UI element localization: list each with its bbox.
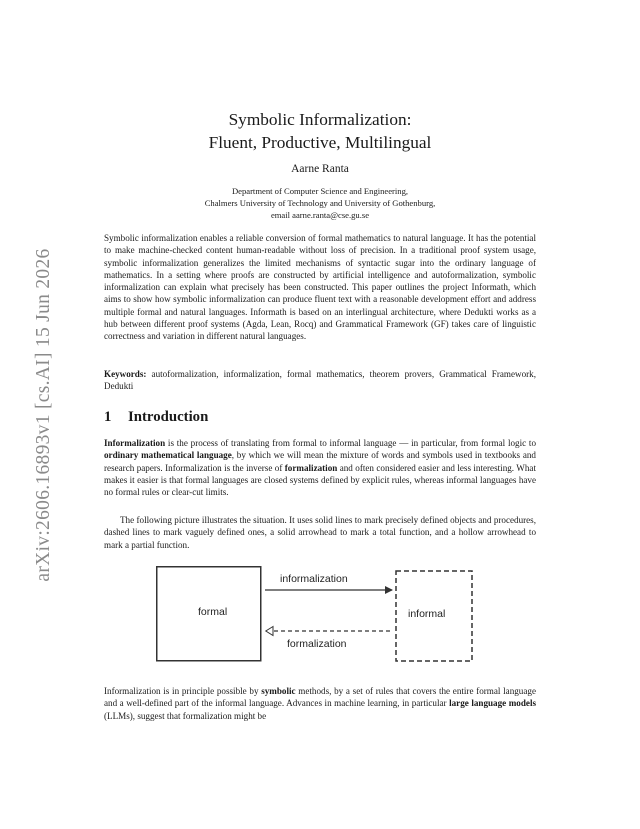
paragraph-3 <box>104 685 536 722</box>
abstract: Symbolic informalization enables a reliable conversion of formal mathematics to natural language. It has the potential to make machine-checked content human-readable without loss of precision. In a traditional proof system usage, symbolic informalization generalizes the limited mechanisms of syntactic sugar into the ordinary language of mathematics. In a setting where proofs are constructed by artificial intelligence and autoformalization, symbolic informalization can explain what precisely has been constructed. This paper outlines the project Informath, which aims to show how symbolic informalization can produce fluent text with a reasonable development effort and address multiple formal and natural languages. Informath is based on an interlingual architecture, where Dedukti works as a hub between different proof systems (Agda, Lean, Rocq) and Grammatical Framework (GF) takes care of linguistic correctness and variation in different natural languages. <box>104 233 536 342</box>
informalization-diagram <box>156 566 479 666</box>
title-line-2: Fluent, Productive, Multilingual <box>208 133 432 152</box>
paragraph-1 <box>104 437 536 498</box>
affiliation-email: email aarne.ranta@cse.gu.se <box>270 209 370 220</box>
p3-text-c: (LLMs), suggest that formalization might be <box>104 710 267 721</box>
p3-text-b: methods, by a set of rules that covers the entire formal language and a well-defined part of the informal language. Advances in machine learning, in particular <box>104 686 536 709</box>
section-heading <box>104 409 536 426</box>
keywords-label: Keywords: <box>104 369 147 379</box>
term-symbolic: symbolic <box>261 686 296 696</box>
affiliation-department: Department of Computer Science and Engineering, <box>231 186 409 196</box>
keywords <box>104 368 536 393</box>
p3-text-a: Informalization is in principle possible by <box>104 686 262 696</box>
term-formalization: formalization <box>284 462 338 473</box>
affiliation-university: Chalmers University of Technology and University of Gothenburg, <box>204 197 436 208</box>
informalization-label: informalization <box>280 573 348 585</box>
term-informalization: Informalization <box>104 438 166 448</box>
paragraph-2: The following picture illustrates the situation. It uses solid lines to mark precisely defined objects and procedures, dashed lines to mark vaguely defined ones, a solid arrowhead to mark a total function, and a hollow arrowhead to mark a partial function. <box>104 515 536 550</box>
formalization-label: formalization <box>287 638 347 650</box>
formal-label: formal <box>198 606 228 618</box>
p1-text-b: , by which we will mean the mixture of words and symbols used in textbooks and research papers. Informalization is the inverse of <box>104 450 536 473</box>
informal-label: informal <box>408 608 446 620</box>
p1-text-a: is the process of translating from formal to informal language — in particular, from formal logic to <box>165 438 536 448</box>
term-large-language-models: large language models <box>449 698 537 709</box>
formalization-hollow-arrowhead <box>266 627 273 636</box>
section-number: 1 <box>104 409 112 425</box>
term-ordinary-mathematical-language: ordinary mathematical language <box>104 450 232 461</box>
arxiv-identifier: arXiv:2606.16893v1 [cs.AI] 15 Jun 2026 <box>33 248 54 582</box>
title-line-1: Symbolic Informalization: <box>228 110 412 129</box>
section-title: Introduction <box>128 409 209 425</box>
affiliation <box>104 186 536 221</box>
keywords-text: autoformalization, informalization, formal mathematics, theorem provers, Grammatical Framework, Dedukti <box>104 369 536 392</box>
p1-text-c: and often considered easier and less interesting. What makes it easier is that formal languages are closed systems defined by explicit rules, whereas informal languages have no formal rules or clear-cut limits. <box>104 462 536 498</box>
paper-title <box>104 108 536 154</box>
author-name: Aarne Ranta <box>291 163 349 175</box>
